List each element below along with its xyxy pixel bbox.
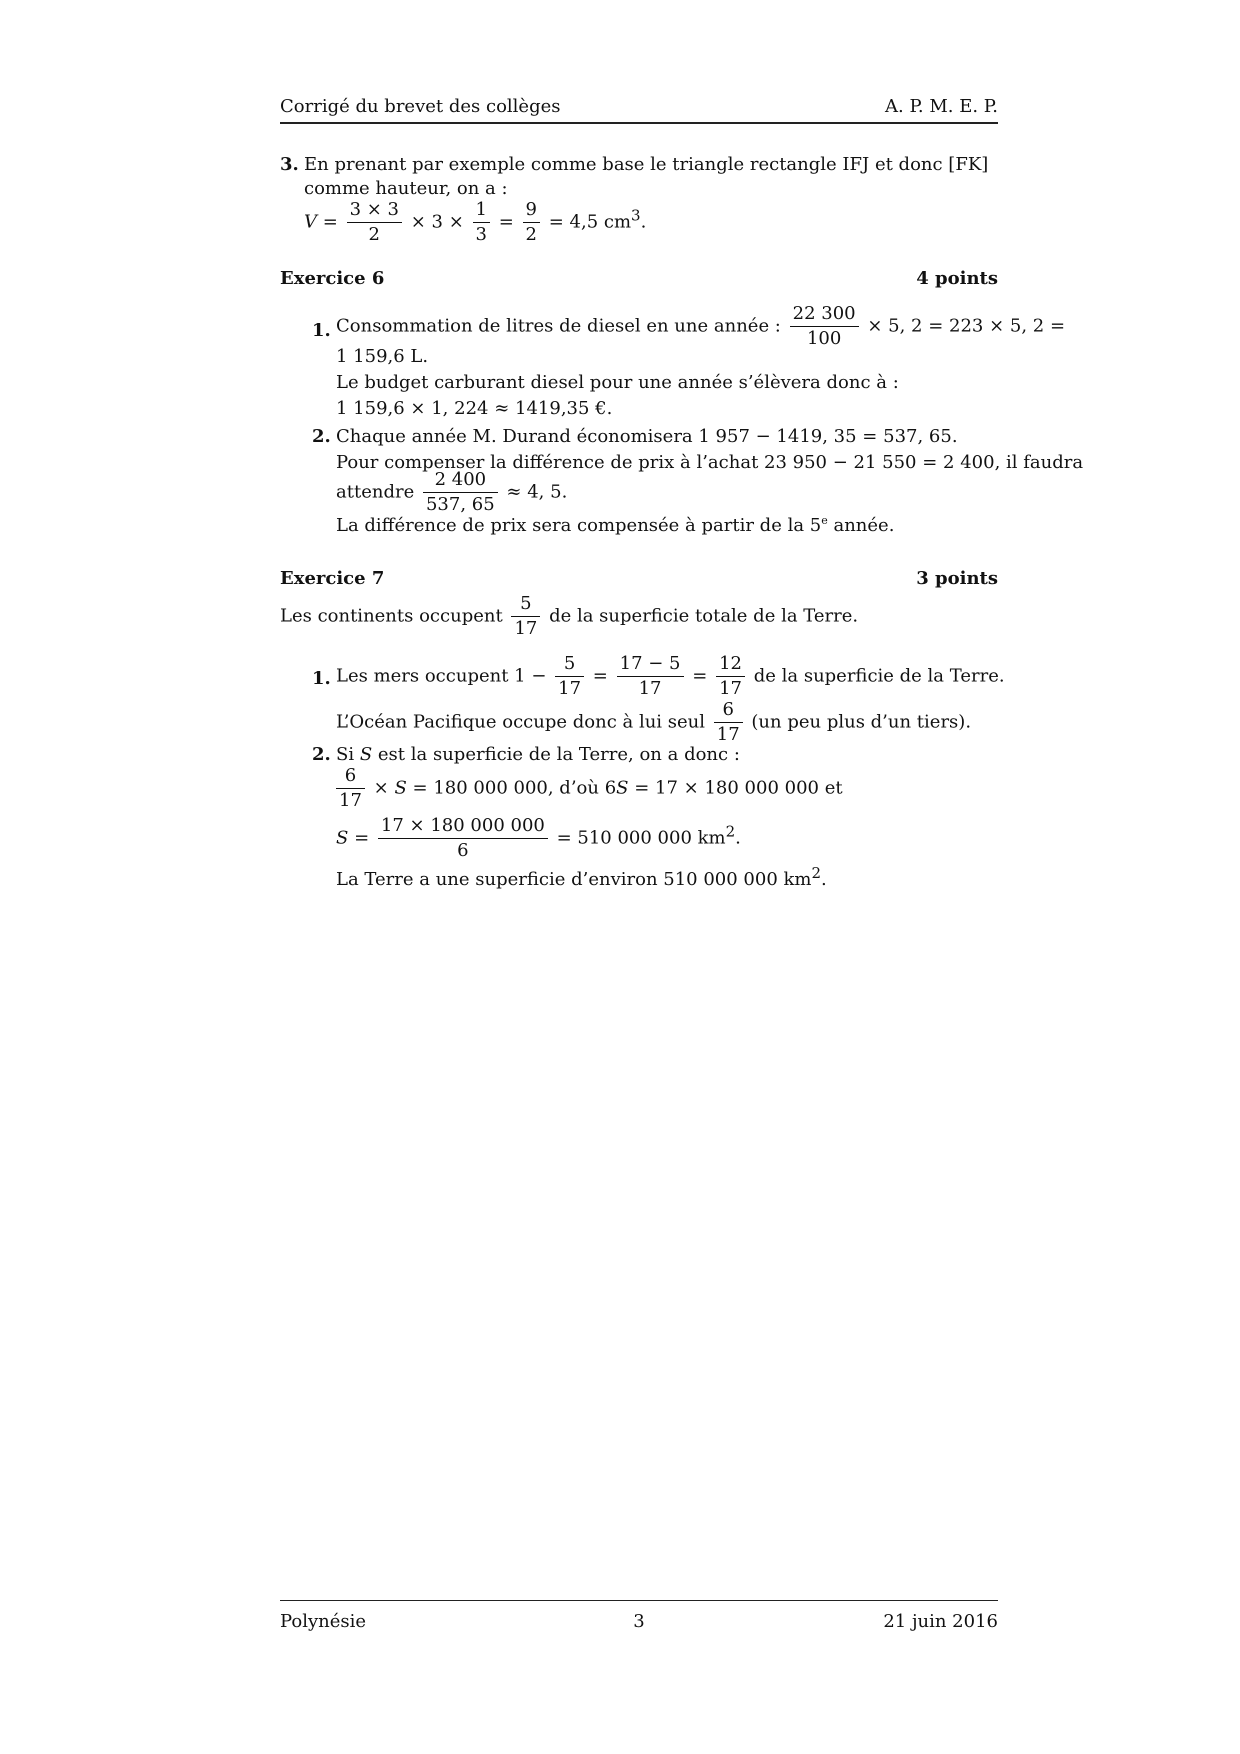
question-number: 2. — [312, 744, 331, 765]
question-number: 2. — [312, 426, 331, 447]
fraction: $\frac{22 300}{100}$ — [790, 302, 859, 351]
item-number: 3. — [280, 154, 299, 175]
question-number: 1. — [312, 320, 331, 341]
page-footer — [280, 1600, 998, 1635]
item-3-line1: En prenant par exemple comme base le triangle rectangle IFJ et donc [FK] — [304, 154, 989, 175]
fraction: $\frac{17 - 5}{17}$ — [617, 652, 684, 701]
ex7-q2-line4: La Terre a une superficie d’environ 510 000 000 $km^2$. — [336, 864, 827, 890]
exercise-title: Exercice 6 — [280, 268, 385, 289]
ex7-q2-line3: S = $\frac{17 \times 180 000 000}{6}$ = 510 000 000 $km^2$. — [336, 815, 741, 861]
ex7-q2-line2: $\frac{6}{17}$ × S = 180 000 000, d’où 6S = 17 × 180 000 000 et — [336, 764, 843, 813]
fraction: $\frac{6}{17}$ — [336, 764, 365, 813]
fraction: $\frac{9}{2}$ — [523, 198, 540, 247]
ex6-q1-line2: 1 159,6 L. — [336, 346, 429, 367]
footer-date: 21 juin 2016 — [883, 1611, 998, 1632]
fraction: $\frac{2 400}{537, 65}$ — [423, 468, 498, 517]
ex6-q1-line4: 1 159,6 × 1, 224 ≈ 1419,35 €. — [336, 398, 613, 419]
ex7-q2-line1: Si S est la superficie de la Terre, on a donc : — [336, 744, 740, 765]
ex6-q2-line4: La différence de prix sera compensée à partir de la 5e année. — [336, 514, 895, 536]
fraction: $\frac{12}{17}$ — [716, 652, 745, 701]
ex6-q2-line2: Pour compenser la différence de prix à l’achat 23 950 − 21 550 = 2 400, il faudra — [336, 452, 1084, 473]
page-header — [280, 94, 998, 124]
exercise-points: 4 points — [916, 268, 998, 289]
question-number: 1. — [312, 668, 331, 689]
exercise-title: Exercice 7 — [280, 568, 385, 589]
ex6-q2-line3: attendre $\frac{2 400}{537, 65}$ ≈ 4, 5. — [336, 469, 568, 515]
fraction: $\frac{5}{17}$ — [511, 592, 540, 641]
volume-formula: V = $\frac{3 \times 3}{2}$ × 3 × $\frac{1}{3}$ = $\frac{9}{2}$ = 4,5 $cm^3$. — [304, 199, 647, 245]
ex7-q1-line2: L’Océan Pacifique occupe donc à lui seul $\frac{6}{17}$ (un peu plus d’un tiers). — [336, 699, 972, 745]
footer-location: Polynésie — [280, 1611, 367, 1632]
header-title: Corrigé du brevet des collèges — [280, 96, 561, 117]
exercise-points: 3 points — [916, 568, 998, 589]
fraction: $\frac{3 \times 3}{2}$ — [347, 198, 402, 247]
ex7-intro: Les continents occupent $\frac{5}{17}$ de la superficie totale de la Terre. — [280, 593, 859, 639]
header-org: A. P. M. E. P. — [885, 96, 998, 117]
ex7-q1-line1: Les mers occupent 1 − $\frac{5}{17}$ = $\frac{17 - 5}{17}$ = $\frac{12}{17}$ de la superficie de la Terre. — [336, 653, 1005, 699]
fraction: $\frac{17 \times 180 000 000}{6}$ — [378, 814, 548, 863]
page-number: 3 — [633, 1611, 645, 1632]
fraction: $\frac{5}{17}$ — [555, 652, 584, 701]
ex6-q1-line1: Consommation de litres de diesel en une année : $\frac{22 300}{100}$ × 5, 2 = 223 × 5, 2 = — [336, 303, 1066, 349]
fraction: $\frac{6}{17}$ — [714, 698, 743, 747]
item-3-line2: comme hauteur, on a : — [304, 178, 508, 199]
ex6-q1-line3: Le budget carburant diesel pour une année s’élèvera donc à : — [336, 372, 899, 393]
fraction: $\frac{1}{3}$ — [473, 198, 490, 247]
ex6-q2-line1: Chaque année M. Durand économisera 1 957 − 1419, 35 = 537, 65. — [336, 426, 958, 447]
